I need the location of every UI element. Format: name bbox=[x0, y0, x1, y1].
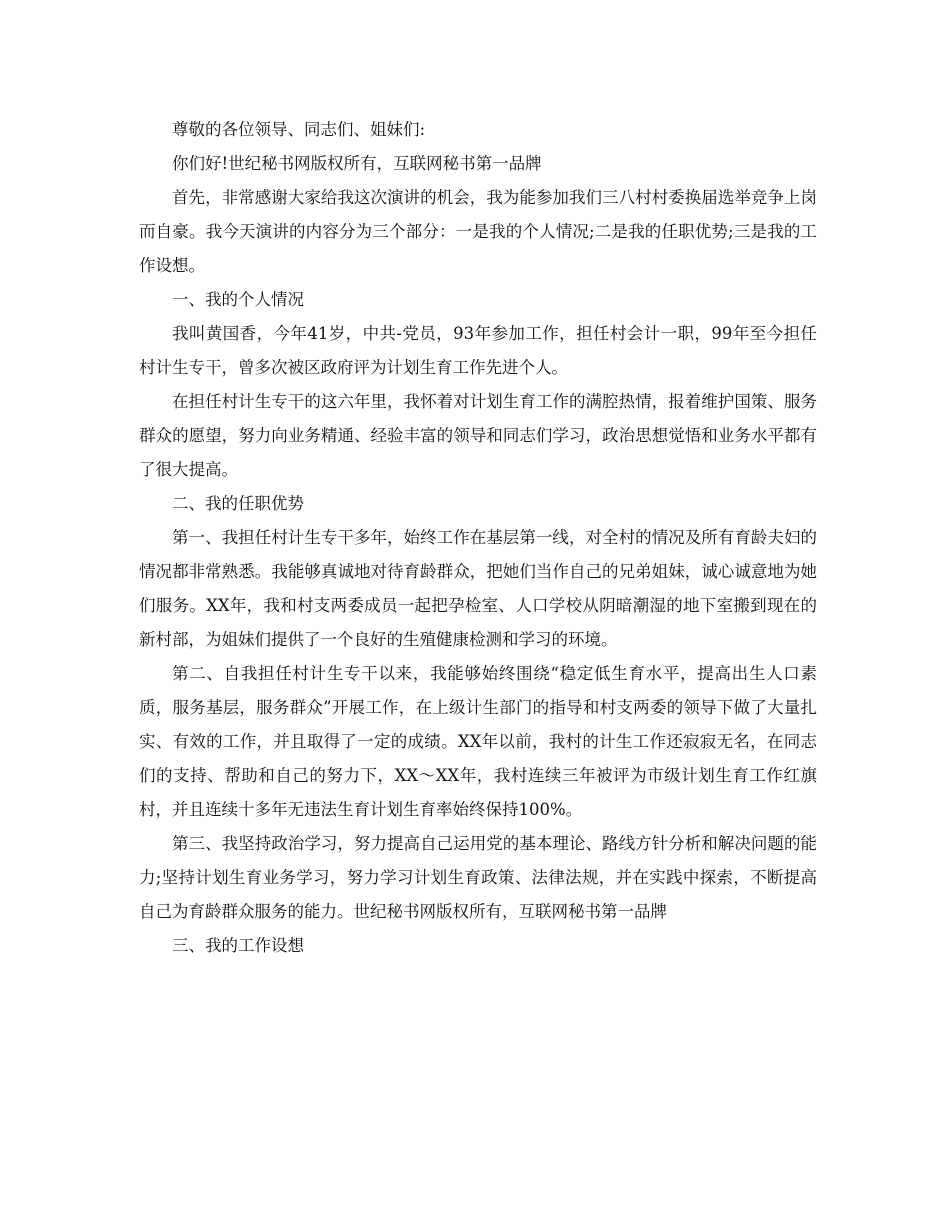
document-body bbox=[139, 113, 817, 963]
advantages-paragraph-2: 第二、自我担任村计生专干以来，我能够始终围绕“稳定低生育水平，提高出生人口素质，服务基层，服务群众”开展工作，在上级计生部门的指导和村支两委的领导下做了大量扎实、有效的工作，并且取得了一定的成绩。XX年以前，我村的计生工作还寂寂无名，在同志们的支持、帮助和自己的努力下，XX～XX年，我村连续三年被评为市级计划生育工作红旗村，并且连续十多年无违法生育计划生育率始终保持100%。 bbox=[139, 664, 817, 819]
hello-line: 你们好!世纪秘书网版权所有，互联网秘书第一品牌 bbox=[172, 154, 542, 173]
personal-paragraph-1: 我叫黄国香，今年41岁，中共-党员，93年参加工作，担任村会计一职，99年至今担任村计生专干，曾多次被区政府评为计划生育工作先进个人。 bbox=[139, 324, 817, 377]
personal-paragraph-2: 在担任村计生专干的这六年里，我怀着对计划生育工作的满腔热情，报着维护国策、服务群众的愿望，努力向业务精通、经验丰富的领导和同志们学习，政治思想觉悟和业务水平都有了很大提高。 bbox=[139, 392, 817, 479]
advantages-paragraph-1: 第一、我担任村计生专干多年，始终工作在基层第一线，对全村的情况及所有育龄夫妇的情况都非常熟悉。我能够真诚地对待育龄群众，把她们当作自己的兄弟姐妹，诚心诚意地为她们服务。XX年，我和村支两委成员一起把孕检室、人口学校从阴暗潮湿的地下室搬到现在的新村部，为姐妹们提供了一个良好的生殖健康检测和学习的环境。 bbox=[139, 528, 817, 649]
advantages-paragraph-3: 第三、我坚持政治学习，努力提高自己运用党的基本理论、路线方针分析和解决问题的能力;坚持计划生育业务学习，努力学习计划生育政策、法律法规，并在实践中探索，不断提高自己为育龄群众服务的能力。世纪秘书网版权所有，互联网秘书第一品牌 bbox=[139, 834, 817, 921]
section-heading-plans: 三、我的工作设想 bbox=[172, 936, 304, 955]
intro-paragraph: 首先，非常感谢大家给我这次演讲的机会，我为能参加我们三八村村委换届选举竞争上岗而自豪。我今天演讲的内容分为三个部分：一是我的个人情况;二是我的任职优势;三是我的工作设想。 bbox=[139, 188, 817, 275]
section-heading-advantages: 二、我的任职优势 bbox=[172, 494, 304, 513]
section-heading-personal: 一、我的个人情况 bbox=[172, 290, 304, 309]
greeting-line: 尊敬的各位领导、同志们、姐妹们: bbox=[172, 120, 426, 139]
